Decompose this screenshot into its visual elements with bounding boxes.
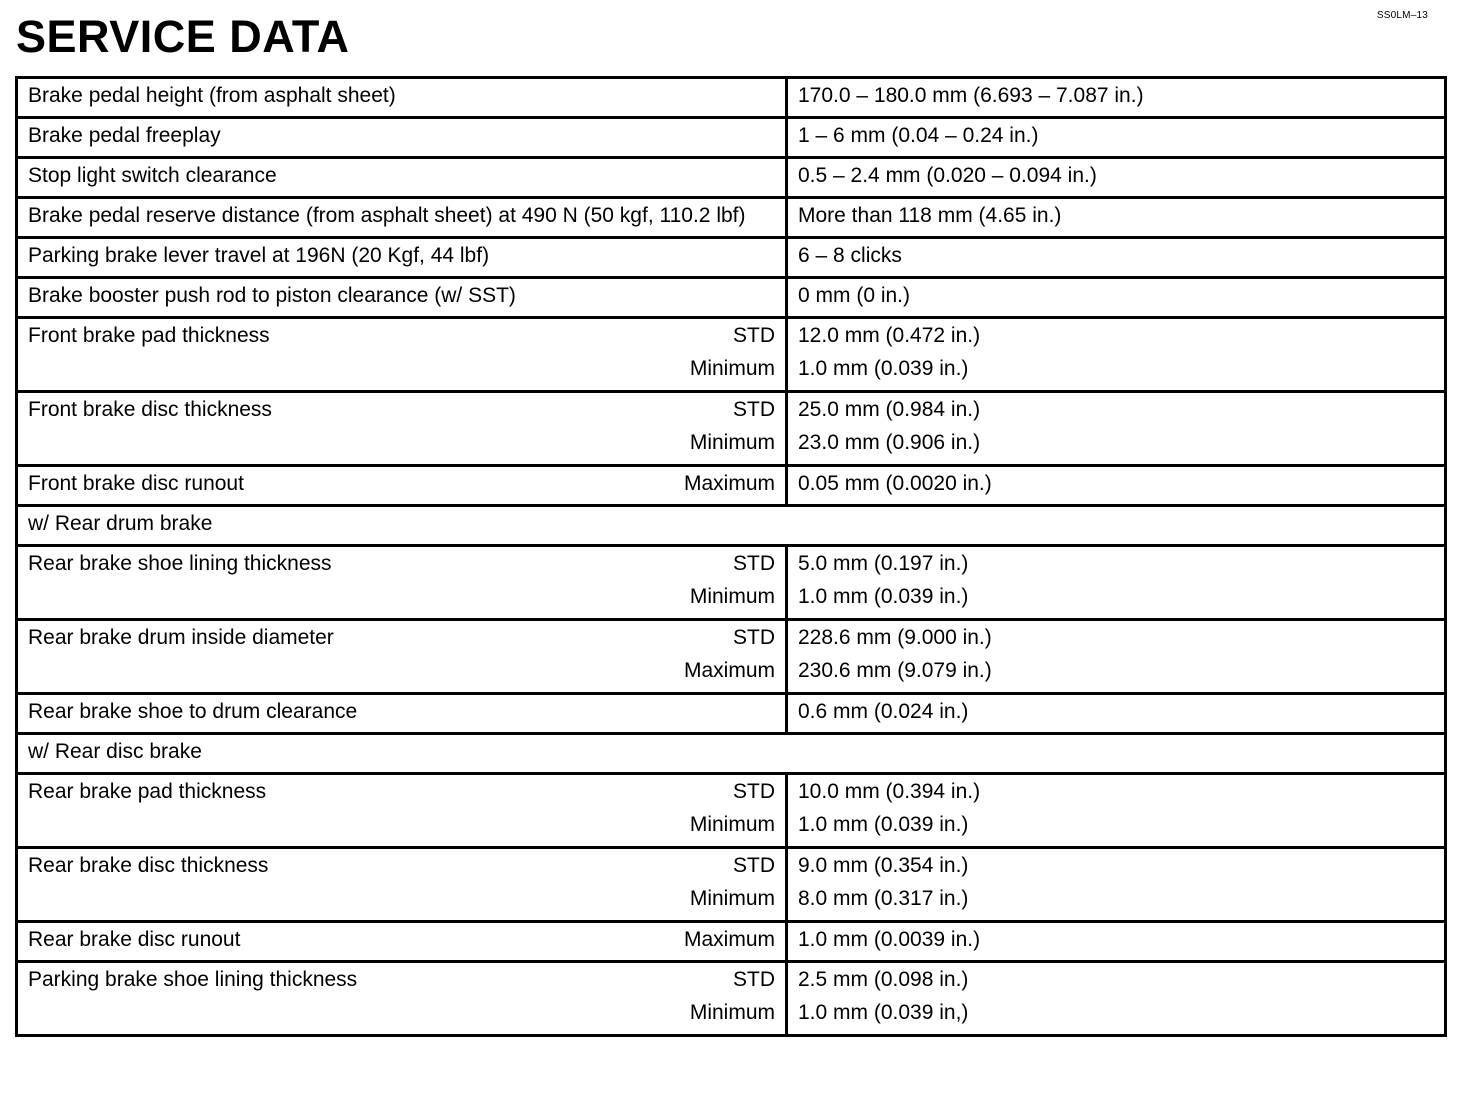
spec-value: 2.5 mm (0.098 in.): [798, 968, 969, 991]
value-cell: [787, 774, 1446, 848]
table-row: [17, 546, 1446, 620]
spec-value: 1 – 6 mm (0.04 – 0.24 in.): [798, 124, 1039, 147]
qualifier-label: STD: [733, 968, 775, 991]
item-label: Rear brake shoe to drum clearance: [28, 700, 358, 723]
item-label: Front brake pad thickness: [28, 324, 270, 347]
spec-value: 0.5 – 2.4 mm (0.020 – 0.094 in.): [798, 164, 1097, 187]
table-row: [17, 392, 1446, 466]
item-cell: [17, 546, 787, 620]
value-cell: [787, 278, 1446, 318]
qualifier-label: Minimum: [689, 887, 775, 910]
qualifier-label: Minimum: [689, 431, 775, 454]
item-cell: [17, 118, 787, 158]
table-row: [17, 694, 1446, 734]
table-row: [17, 318, 1446, 392]
spec-value: 9.0 mm (0.354 in.): [798, 854, 969, 877]
item-label: Rear brake drum inside diameter: [28, 626, 334, 649]
item-label: Parking brake lever travel at 196N (20 Kgf, 44 lbf): [28, 244, 490, 267]
item-label: Brake pedal reserve distance (from asphalt sheet) at 490 N (50 kgf, 110.2 lbf): [28, 204, 746, 227]
spec-value: 1.0 mm (0.039 in.): [798, 357, 969, 380]
table-row: [17, 620, 1446, 694]
spec-value: 1.0 mm (0.039 in.): [798, 813, 969, 836]
qualifier-label: Maximum: [683, 659, 775, 682]
item-cell: [17, 318, 787, 392]
value-cell: [787, 848, 1446, 922]
spec-value: 5.0 mm (0.197 in.): [798, 552, 969, 575]
qualifier-group: [684, 621, 775, 687]
item-cell: [17, 392, 787, 466]
spec-value: 1.0 mm (0.039 in,): [798, 1001, 969, 1024]
qualifier-group: [690, 849, 775, 915]
qualifier-group: [684, 467, 775, 500]
item-cell: [17, 922, 787, 962]
value-cell: [787, 318, 1446, 392]
section-heading: w/ Rear disc brake: [17, 734, 1446, 774]
item-label: Brake booster push rod to piston clearance (w/ SST): [28, 284, 516, 307]
qualifier-label: Maximum: [683, 472, 775, 495]
qualifier-label: Minimum: [689, 813, 775, 836]
qualifier-label: STD: [733, 398, 775, 421]
spec-value: 10.0 mm (0.394 in.): [798, 780, 981, 803]
qualifier-group: [690, 963, 775, 1029]
item-label: Front brake disc runout: [28, 472, 244, 495]
qualifier-label: Minimum: [689, 585, 775, 608]
service-data-table-body: [17, 78, 1446, 1036]
value-cell: [787, 620, 1446, 694]
value-cell: [787, 78, 1446, 118]
value-cell: [787, 238, 1446, 278]
qualifier-group: [690, 319, 775, 385]
spec-value: 0.05 mm (0.0020 in.): [798, 472, 992, 495]
item-label: Rear brake disc thickness: [28, 854, 269, 877]
value-cell: [787, 392, 1446, 466]
item-cell: [17, 198, 787, 238]
page-title: SERVICE DATA: [16, 11, 350, 62]
item-label: Parking brake shoe lining thickness: [28, 968, 358, 991]
qualifier-label: Minimum: [689, 357, 775, 380]
table-row: [17, 158, 1446, 198]
item-cell: [17, 962, 787, 1036]
item-cell: [17, 78, 787, 118]
spec-value: 25.0 mm (0.984 in.): [798, 398, 981, 421]
spec-value: 228.6 mm (9.000 in.): [798, 626, 992, 649]
table-row: [17, 238, 1446, 278]
spec-value: 0 mm (0 in.): [798, 284, 911, 307]
spec-value: 8.0 mm (0.317 in.): [798, 887, 969, 910]
item-label: Rear brake disc runout: [28, 928, 241, 951]
spec-value: 170.0 – 180.0 mm (6.693 – 7.087 in.): [798, 84, 1144, 107]
value-cell: [787, 198, 1446, 238]
section-heading: w/ Rear drum brake: [17, 506, 1446, 546]
table-row: [17, 78, 1446, 118]
qualifier-label: STD: [733, 626, 775, 649]
item-cell: [17, 238, 787, 278]
qualifier-group: [684, 923, 775, 956]
qualifier-group: [690, 775, 775, 841]
qualifier-label: STD: [733, 324, 775, 347]
value-cell: [787, 466, 1446, 506]
value-cell: [787, 158, 1446, 198]
spec-value: 1.0 mm (0.039 in.): [798, 585, 969, 608]
item-cell: [17, 278, 787, 318]
spec-value: 1.0 mm (0.0039 in.): [798, 928, 981, 951]
item-label: Front brake disc thickness: [28, 398, 272, 421]
table-row: [17, 922, 1446, 962]
item-cell: [17, 620, 787, 694]
item-cell: [17, 158, 787, 198]
section-row: [17, 734, 1446, 774]
spec-value: 230.6 mm (9.079 in.): [798, 659, 992, 682]
table-row: [17, 774, 1446, 848]
item-label: Stop light switch clearance: [28, 164, 277, 187]
item-cell: [17, 694, 787, 734]
value-cell: [787, 962, 1446, 1036]
item-cell: [17, 774, 787, 848]
item-cell: [17, 848, 787, 922]
value-cell: [787, 118, 1446, 158]
table-row: [17, 118, 1446, 158]
table-row: [17, 962, 1446, 1036]
section-row: [17, 506, 1446, 546]
spec-value: 12.0 mm (0.472 in.): [798, 324, 981, 347]
item-label: Brake pedal freeplay: [28, 124, 221, 147]
table-row: [17, 848, 1446, 922]
item-label: Brake pedal height (from asphalt sheet): [28, 84, 396, 107]
item-cell: [17, 466, 787, 506]
value-cell: [787, 694, 1446, 734]
spec-value: 23.0 mm (0.906 in.): [798, 431, 981, 454]
table-row: [17, 278, 1446, 318]
qualifier-label: STD: [733, 854, 775, 877]
spec-value: 0.6 mm (0.024 in.): [798, 700, 969, 723]
qualifier-label: STD: [733, 552, 775, 575]
table-row: [17, 198, 1446, 238]
item-label: Rear brake shoe lining thickness: [28, 552, 332, 575]
spec-value: More than 118 mm (4.65 in.): [798, 204, 1062, 227]
qualifier-group: [690, 547, 775, 613]
qualifier-label: Maximum: [683, 928, 775, 951]
qualifier-label: STD: [733, 780, 775, 803]
qualifier-group: [690, 393, 775, 459]
document-code: SS0LM–13: [1376, 10, 1428, 21]
spec-value: 6 – 8 clicks: [798, 244, 902, 267]
table-row: [17, 466, 1446, 506]
value-cell: [787, 922, 1446, 962]
qualifier-label: Minimum: [689, 1001, 775, 1024]
item-label: Rear brake pad thickness: [28, 780, 267, 803]
value-cell: [787, 546, 1446, 620]
service-data-table: [15, 76, 1447, 1037]
